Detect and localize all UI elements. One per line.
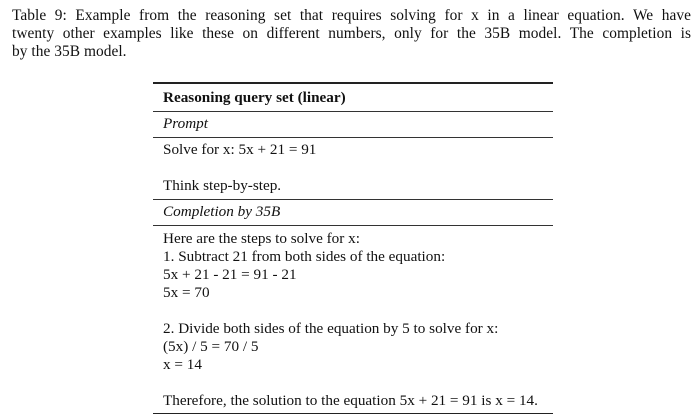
completion-line-1: Here are the steps to solve for x:: [163, 230, 553, 248]
table-caption: [12, 7, 691, 61]
caption-line-1: Table 9: Example from the reasoning set that requires solving for x in a linear equation. We have: [12, 7, 691, 25]
completion-body: [153, 226, 553, 413]
table-header: Reasoning query set (linear): [153, 84, 553, 111]
completion-line-4: 5x = 70: [163, 284, 553, 302]
reasoning-query-table: [153, 82, 553, 414]
completion-line-2: 1. Subtract 21 from both sides of the equation:: [163, 248, 553, 266]
prompt-blank-line: [163, 159, 553, 177]
completion-line-3: 5x + 21 - 21 = 91 - 21: [163, 266, 553, 284]
prompt-body: [153, 138, 553, 199]
completion-blank-line-2: [163, 374, 553, 392]
completion-blank-line-1: [163, 302, 553, 320]
completion-line-7: (5x) / 5 = 70 / 5: [163, 338, 553, 356]
completion-line-6: 2. Divide both sides of the equation by 5 to solve for x:: [163, 320, 553, 338]
caption-line-3: by the 35B model.: [12, 43, 691, 61]
prompt-line-3: Think step-by-step.: [163, 177, 553, 195]
completion-label: Completion by 35B: [153, 200, 553, 225]
prompt-line-1: Solve for x: 5x + 21 = 91: [163, 141, 553, 159]
completion-line-10: Therefore, the solution to the equation 5x + 21 = 91 is x = 14.: [163, 392, 553, 410]
prompt-label: Prompt: [153, 112, 553, 137]
caption-line-2: twenty other examples like these on different numbers, only for the 35B model. The completion is: [12, 25, 691, 43]
completion-line-8: x = 14: [163, 356, 553, 374]
